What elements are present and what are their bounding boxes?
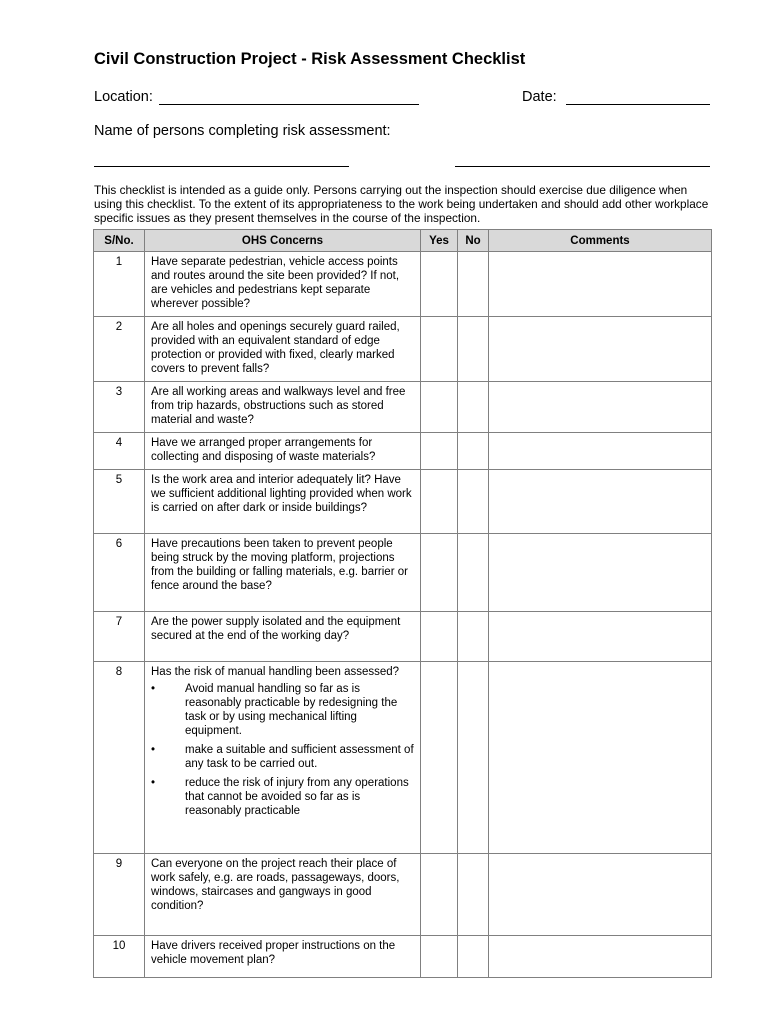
ohs-concern-text: Have precautions been taken to prevent people being struck by the moving platform, projections from the building or falling materials, e.g. barrier or fence around the base? [151,538,408,592]
intro-paragraph: This checklist is intended as a guide only. Persons carrying out the inspection should exercise due diligence when using this checklist. To the extent of its appropriateness to the work being undertaken and should add other workplace specific issues as they present themselves in the course of the inspection. [94,183,709,225]
yes-cell[interactable] [421,534,458,612]
ohs-concern-text: Have we arranged proper arrangements for collecting and disposing of waste materials? [151,437,376,463]
ohs-concern-text: Is the work area and interior adequately lit? Have we sufficient additional lighting provided when work is carried on after dark or inside buildings? [151,474,412,514]
bullet-icon: • [151,744,156,756]
table-row [94,854,712,936]
assessor-name-line-1[interactable] [94,166,349,167]
concern-bullet-item [151,743,414,771]
table-row [94,382,712,433]
header-comments: Comments [489,230,712,252]
no-cell[interactable] [458,382,489,433]
ohs-concern-cell [145,662,421,854]
table-row [94,936,712,978]
ohs-concern-text: Has the risk of manual handling been assessed? [151,666,400,678]
ohs-concern-cell [145,252,421,317]
ohs-concern-cell [145,382,421,433]
no-cell[interactable] [458,534,489,612]
row-number: 9 [94,854,145,936]
comments-cell[interactable] [489,382,712,433]
table-row [94,612,712,662]
no-cell[interactable] [458,317,489,382]
comments-cell[interactable] [489,854,712,936]
ohs-concern-cell [145,612,421,662]
yes-cell[interactable] [421,662,458,854]
header-sno: S/No. [94,230,145,252]
header-no: No [458,230,489,252]
comments-cell[interactable] [489,936,712,978]
bullet-icon: • [151,777,156,789]
ohs-concern-text: Are all holes and openings securely guard railed, provided with an equivalent standard of edge protection or provided with fixed, clearly marked covers to prevent falls? [151,321,400,375]
comments-cell[interactable] [489,662,712,854]
checklist-table [93,229,712,978]
ohs-concern-text: Can everyone on the project reach their place of work safely, e.g. are roads, passageways, doors, windows, staircases and gangways in good condition? [151,858,400,912]
bullet-text: reduce the risk of injury from any operations that cannot be avoided so far as is reasonably practicable [185,777,409,817]
row-number: 1 [94,252,145,317]
yes-cell[interactable] [421,382,458,433]
table-row [94,433,712,470]
no-cell[interactable] [458,470,489,534]
ohs-concern-text: Are the power supply isolated and the equipment secured at the end of the working day? [151,616,401,642]
row-number: 10 [94,936,145,978]
bullet-text: make a suitable and sufficient assessment of any task to be carried out. [185,744,414,770]
assessor-name-line-2[interactable] [455,166,710,167]
header-yes: Yes [421,230,458,252]
comments-cell[interactable] [489,534,712,612]
yes-cell[interactable] [421,433,458,470]
row-number: 6 [94,534,145,612]
no-cell[interactable] [458,252,489,317]
comments-cell[interactable] [489,252,712,317]
document-title: Civil Construction Project - Risk Assessment Checklist [94,50,526,68]
row-number: 4 [94,433,145,470]
table-row [94,317,712,382]
row-number: 5 [94,470,145,534]
ohs-concern-cell [145,317,421,382]
row-number: 7 [94,612,145,662]
ohs-concern-cell [145,854,421,936]
location-label: Location: [94,89,153,105]
table-row [94,534,712,612]
yes-cell[interactable] [421,936,458,978]
comments-cell[interactable] [489,470,712,534]
ohs-concern-cell [145,936,421,978]
concern-bullet-item [151,776,414,818]
no-cell[interactable] [458,612,489,662]
table-header-row [94,230,712,252]
no-cell[interactable] [458,936,489,978]
comments-cell[interactable] [489,433,712,470]
ohs-concern-cell [145,433,421,470]
no-cell[interactable] [458,854,489,936]
comments-cell[interactable] [489,612,712,662]
yes-cell[interactable] [421,854,458,936]
ohs-concern-cell [145,470,421,534]
concern-bullet-item [151,682,414,738]
date-field-line[interactable] [566,104,710,105]
ohs-concern-text: Are all working areas and walkways level and free from trip hazards, obstructions such as stored material and waste? [151,386,406,426]
yes-cell[interactable] [421,612,458,662]
table-row [94,470,712,534]
ohs-concern-text: Have separate pedestrian, vehicle access points and routes around the site been provided? If not, are vehicles and pedestrians kept separate wherever possible? [151,256,400,310]
concern-bullet-list [151,682,414,818]
row-number: 3 [94,382,145,433]
no-cell[interactable] [458,433,489,470]
table-row [94,662,712,854]
assessors-label: Name of persons completing risk assessment: [94,123,391,139]
comments-cell[interactable] [489,317,712,382]
yes-cell[interactable] [421,252,458,317]
row-number: 8 [94,662,145,854]
table-body [94,252,712,978]
header-ohs-concerns: OHS Concerns [145,230,421,252]
date-label: Date: [522,89,557,105]
yes-cell[interactable] [421,470,458,534]
row-number: 2 [94,317,145,382]
bullet-text: Avoid manual handling so far as is reasonably practicable by redesigning the task or by using mechanical lifting equipment. [185,683,398,737]
bullet-icon: • [151,683,156,695]
ohs-concern-cell [145,534,421,612]
location-field-line[interactable] [159,104,419,105]
ohs-concern-text: Have drivers received proper instructions on the vehicle movement plan? [151,940,396,966]
table-row [94,252,712,317]
no-cell[interactable] [458,662,489,854]
yes-cell[interactable] [421,317,458,382]
